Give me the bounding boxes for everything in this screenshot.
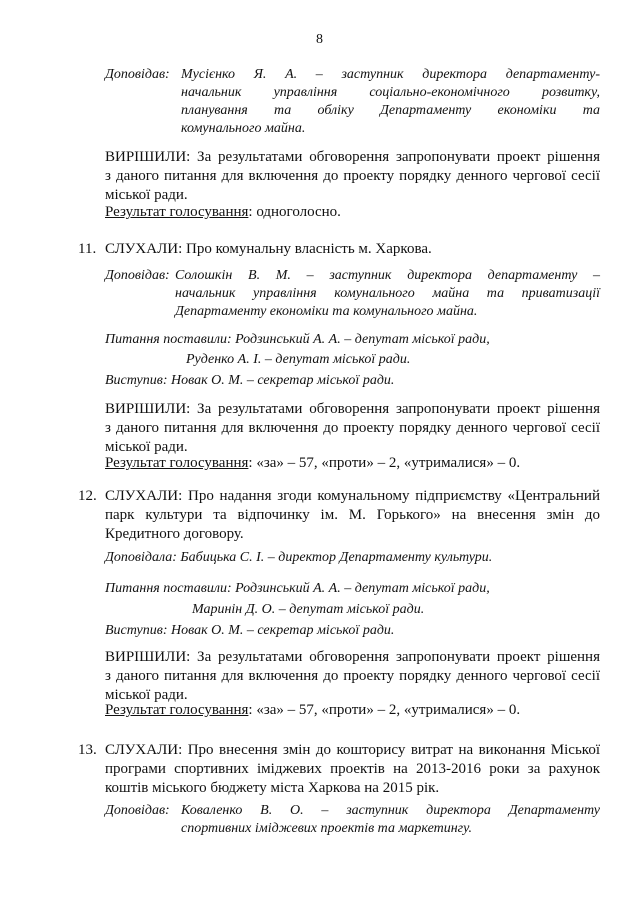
questions-label: Питання поставили: xyxy=(105,581,232,596)
decision-line: з даного питання для включення до проекту порядку денного чергової сесії xyxy=(105,420,600,436)
item-number: 12. xyxy=(78,488,97,504)
reporter-line: Мусієнко Я. А. – заступник директора департаменту- xyxy=(181,67,600,82)
question-person: Маринін Д. О. – депутат міської ради. xyxy=(192,602,425,617)
heard-block xyxy=(105,741,600,798)
reporter-line: начальник управління комунального майна та приватизації xyxy=(175,286,600,301)
reporter-block xyxy=(105,549,600,567)
reporter-line: начальник управління соціально-економічного розвитку, xyxy=(181,85,600,100)
heard-line: СЛУХАЛИ: Про комунальну власність м. Харкова. xyxy=(105,241,432,257)
speech-person: Новак О. М. – секретар міської ради. xyxy=(170,623,395,638)
decision-line: міської ради. xyxy=(105,187,188,203)
reporter-text xyxy=(181,802,600,838)
decision-line: ВИРІШИЛИ: За результатами обговорення запропонувати проект рішення xyxy=(105,649,600,665)
questions-block xyxy=(105,331,600,369)
reporter-block xyxy=(105,66,600,138)
reporter-line: Бабицька С. І. – директор Департаменту культури. xyxy=(180,550,493,565)
speech-block xyxy=(105,372,600,390)
reporter-label: Доповідав: xyxy=(105,67,170,82)
speech-label: Виступив: xyxy=(105,373,168,388)
vote-label: Результат голосування xyxy=(105,204,249,220)
speech-label: Виступив: xyxy=(105,623,168,638)
vote-label: Результат голосування xyxy=(105,455,249,471)
decision-line: ВИРІШИЛИ: За результатами обговорення запропонувати проект рішення xyxy=(105,401,600,417)
heard-line: Кредитного договору. xyxy=(105,526,244,542)
reporter-label: Доповідав: xyxy=(105,803,170,818)
heard-line: СЛУХАЛИ: Про внесення змін до кошторису витрат на виконання Міської xyxy=(105,742,600,758)
reporter-label: Доповідав: xyxy=(105,268,170,283)
vote-value: : «за» – 57, «проти» – 2, «утрималися» – 0. xyxy=(248,455,521,471)
vote-value: : «за» – 57, «проти» – 2, «утрималися» – 0. xyxy=(248,702,521,718)
vote-result xyxy=(105,203,600,222)
heard-line: СЛУХАЛИ: Про надання згоди комунальному підприємству «Центральний xyxy=(105,488,600,504)
reporter-line: спортивних іміджевих проектів та маркетингу. xyxy=(181,821,472,836)
reporter-line: Коваленко В. О. – заступник директора Департаменту xyxy=(181,803,600,818)
reporter-line: комунального майна. xyxy=(181,121,306,136)
reporter-line: Департаменту економіки та комунального майна. xyxy=(175,304,478,319)
vote-result xyxy=(105,454,600,473)
decision-line: з даного питання для включення до проекту порядку денного чергової сесії xyxy=(105,168,600,184)
reporter-text xyxy=(181,66,600,138)
reporter-label: Доповідала: xyxy=(105,550,177,565)
vote-label: Результат голосування xyxy=(105,702,249,718)
decision-block xyxy=(105,648,600,705)
decision-line: міської ради. xyxy=(105,439,188,455)
vote-result xyxy=(105,701,600,720)
speech-person: Новак О. М. – секретар міської ради. xyxy=(170,373,395,388)
vote-value: : одноголосно. xyxy=(248,204,341,220)
decision-line: міської ради. xyxy=(105,687,188,703)
decision-line: ВИРІШИЛИ: За результатами обговорення запропонувати проект рішення xyxy=(105,149,600,165)
reporter-block xyxy=(105,802,600,838)
decision-line: з даного питання для включення до проекту порядку денного чергової сесії xyxy=(105,668,600,684)
item-number: 13. xyxy=(78,742,97,758)
questions-label: Питання поставили: xyxy=(105,332,232,347)
question-person: Родзинський А. А. – депутат міської ради, xyxy=(235,332,490,347)
heard-line: коштів міського бюджету міста Харкова на 2015 рік. xyxy=(105,780,440,796)
decision-block xyxy=(105,400,600,457)
item-number: 11. xyxy=(78,241,97,257)
reporter-text xyxy=(175,267,600,321)
decision-block xyxy=(105,148,600,205)
questions-block xyxy=(105,580,600,619)
heard-block xyxy=(105,240,600,259)
reporter-block xyxy=(105,267,600,321)
heard-line: парк культури та відпочинку ім. М. Горького» на внесення змін до xyxy=(105,507,600,523)
page-number: 8 xyxy=(316,32,323,47)
question-person: Родзинський А. А. – депутат міської ради, xyxy=(235,581,490,596)
reporter-line: планування та обліку Департаменту економіки та xyxy=(181,103,600,118)
heard-block xyxy=(105,487,600,544)
question-person: Руденко А. І. – депутат міської ради. xyxy=(186,352,411,367)
reporter-line: Солошкін В. М. – заступник директора департаменту – xyxy=(175,268,600,283)
speech-block xyxy=(105,622,600,640)
heard-line: програми спортивних іміджевих проектів на 2013-2016 роки за рахунок xyxy=(105,761,600,777)
